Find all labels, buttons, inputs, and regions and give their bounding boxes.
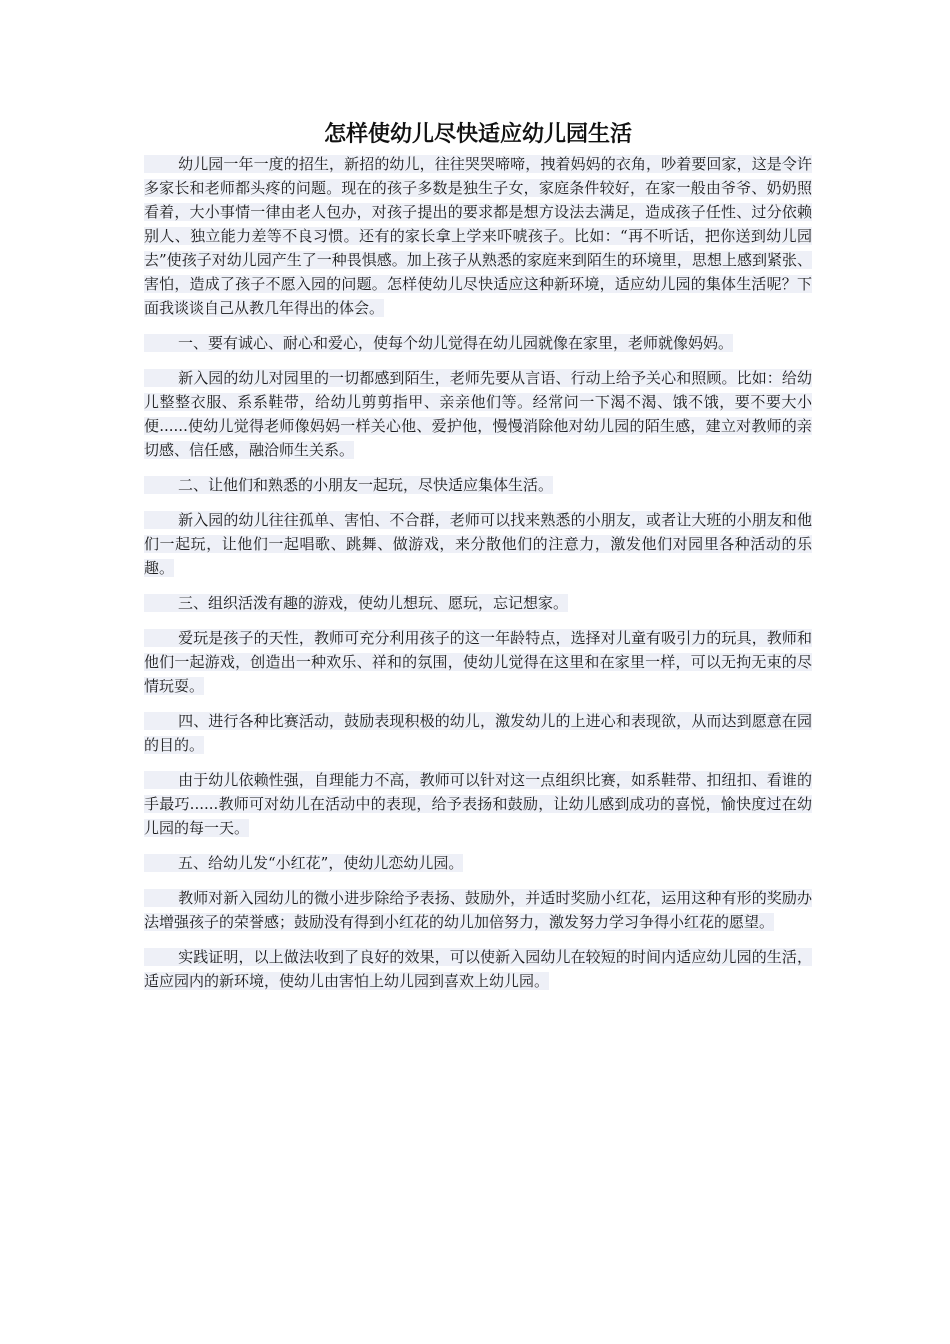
paragraph-text: 新入园的幼儿对园里的一切都感到陌生，老师先要从言语、行动上给予关心和照顾。比如：给幼儿整整衣服、系系鞋带，给幼儿剪剪指甲、亲亲他们等。经常问一下渴不渴、饿不饿，要不要大小便......使幼儿觉得老师像妈妈一样关心他、爱护他，慢慢消除他对幼儿园的陌生感，建立对教师的亲切感、信任感，融洽师生关系。 bbox=[144, 369, 812, 459]
section-body-1 bbox=[144, 366, 812, 462]
paragraph-text: 四、进行各种比赛活动，鼓励表现积极的幼儿，激发幼儿的上进心和表现欲，从而达到愿意在园的目的。 bbox=[144, 712, 812, 754]
paragraph-text: 爱玩是孩子的天性，教师可充分利用孩子的这一年龄特点，选择对儿童有吸引力的玩具，教师和他们一起游戏，创造出一种欢乐、祥和的氛围，使幼儿觉得在这里和在家里一样，可以无拘无束的尽情玩耍。 bbox=[144, 629, 812, 695]
paragraph-text: 教师对新入园幼儿的微小进步除给予表扬、鼓励外，并适时奖励小红花，运用这种有形的奖励办法增强孩子的荣誉感；鼓励没有得到小红花的幼儿加倍努力，激发努力学习争得小红花的愿望。 bbox=[144, 889, 812, 931]
paragraph-text: 新入园的幼儿往往孤单、害怕、不合群，老师可以找来熟悉的小朋友，或者让大班的小朋友和他们一起玩，让他们一起唱歌、跳舞、做游戏，来分散他们的注意力，激发他们对园里各种活动的乐趣。 bbox=[144, 511, 812, 577]
section-body-4 bbox=[144, 768, 812, 840]
section-heading-1 bbox=[144, 331, 812, 355]
section-heading-2 bbox=[144, 473, 812, 497]
document-title: 怎样使幼儿尽快适应幼儿园生活 bbox=[323, 122, 632, 147]
document-page bbox=[144, 120, 812, 1004]
paragraph-text: 幼儿园一年一度的招生，新招的幼儿，往往哭哭啼啼，拽着妈妈的衣角，吵着要回家，这是令许多家长和老师都头疼的问题。现在的孩子多数是独生子女，家庭条件较好，在家一般由爷爷、奶奶照看着，大小事情一律由老人包办，对孩子提出的要求都是想方设法去满足，造成孩子任性、过分依赖别人、独立能力差等不良习惯。还有的家长拿上学来吓唬孩子。比如：“再不听话，把你送到幼儿园去”使孩子对幼儿园产生了一种畏惧感。加上孩子从熟悉的家庭来到陌生的环境里，思想上感到紧张、害怕，造成了孩子不愿入园的问题。怎样使幼儿尽快适应这种新环境，适应幼儿园的集体生活呢？下面我谈谈自己从教几年得出的体会。 bbox=[144, 155, 812, 317]
section-heading-4 bbox=[144, 709, 812, 757]
section-body-5 bbox=[144, 886, 812, 934]
section-heading-5 bbox=[144, 851, 812, 875]
paragraph-text: 五、给幼儿发“小红花”，使幼儿恋幼儿园。 bbox=[178, 854, 464, 872]
paragraph-text: 一、要有诚心、耐心和爱心，使每个幼儿觉得在幼儿园就像在家里，老师就像妈妈。 bbox=[178, 334, 734, 352]
paragraph-text: 三、组织活泼有趣的游戏，使幼儿想玩、愿玩，忘记想家。 bbox=[178, 594, 569, 612]
paragraph-text: 实践证明，以上做法收到了良好的效果，可以使新入园幼儿在较短的时间内适应幼儿园的生活，适应园内的新环境，使幼儿由害怕上幼儿园到喜欢上幼儿园。 bbox=[144, 948, 812, 990]
paragraph-conclusion bbox=[144, 945, 812, 993]
paragraph-intro bbox=[144, 152, 812, 320]
section-body-2 bbox=[144, 508, 812, 580]
paragraph-text: 由于幼儿依赖性强，自理能力不高，教师可以针对这一点组织比赛，如系鞋带、扣纽扣、看谁的手最巧......教师可对幼儿在活动中的表现，给予表扬和鼓励，让幼儿感到成功的喜悦，愉快度过在幼儿园的每一天。 bbox=[144, 771, 812, 837]
section-heading-3 bbox=[144, 591, 812, 615]
section-body-3 bbox=[144, 626, 812, 698]
paragraph-text: 二、让他们和熟悉的小朋友一起玩，尽快适应集体生活。 bbox=[178, 476, 554, 494]
